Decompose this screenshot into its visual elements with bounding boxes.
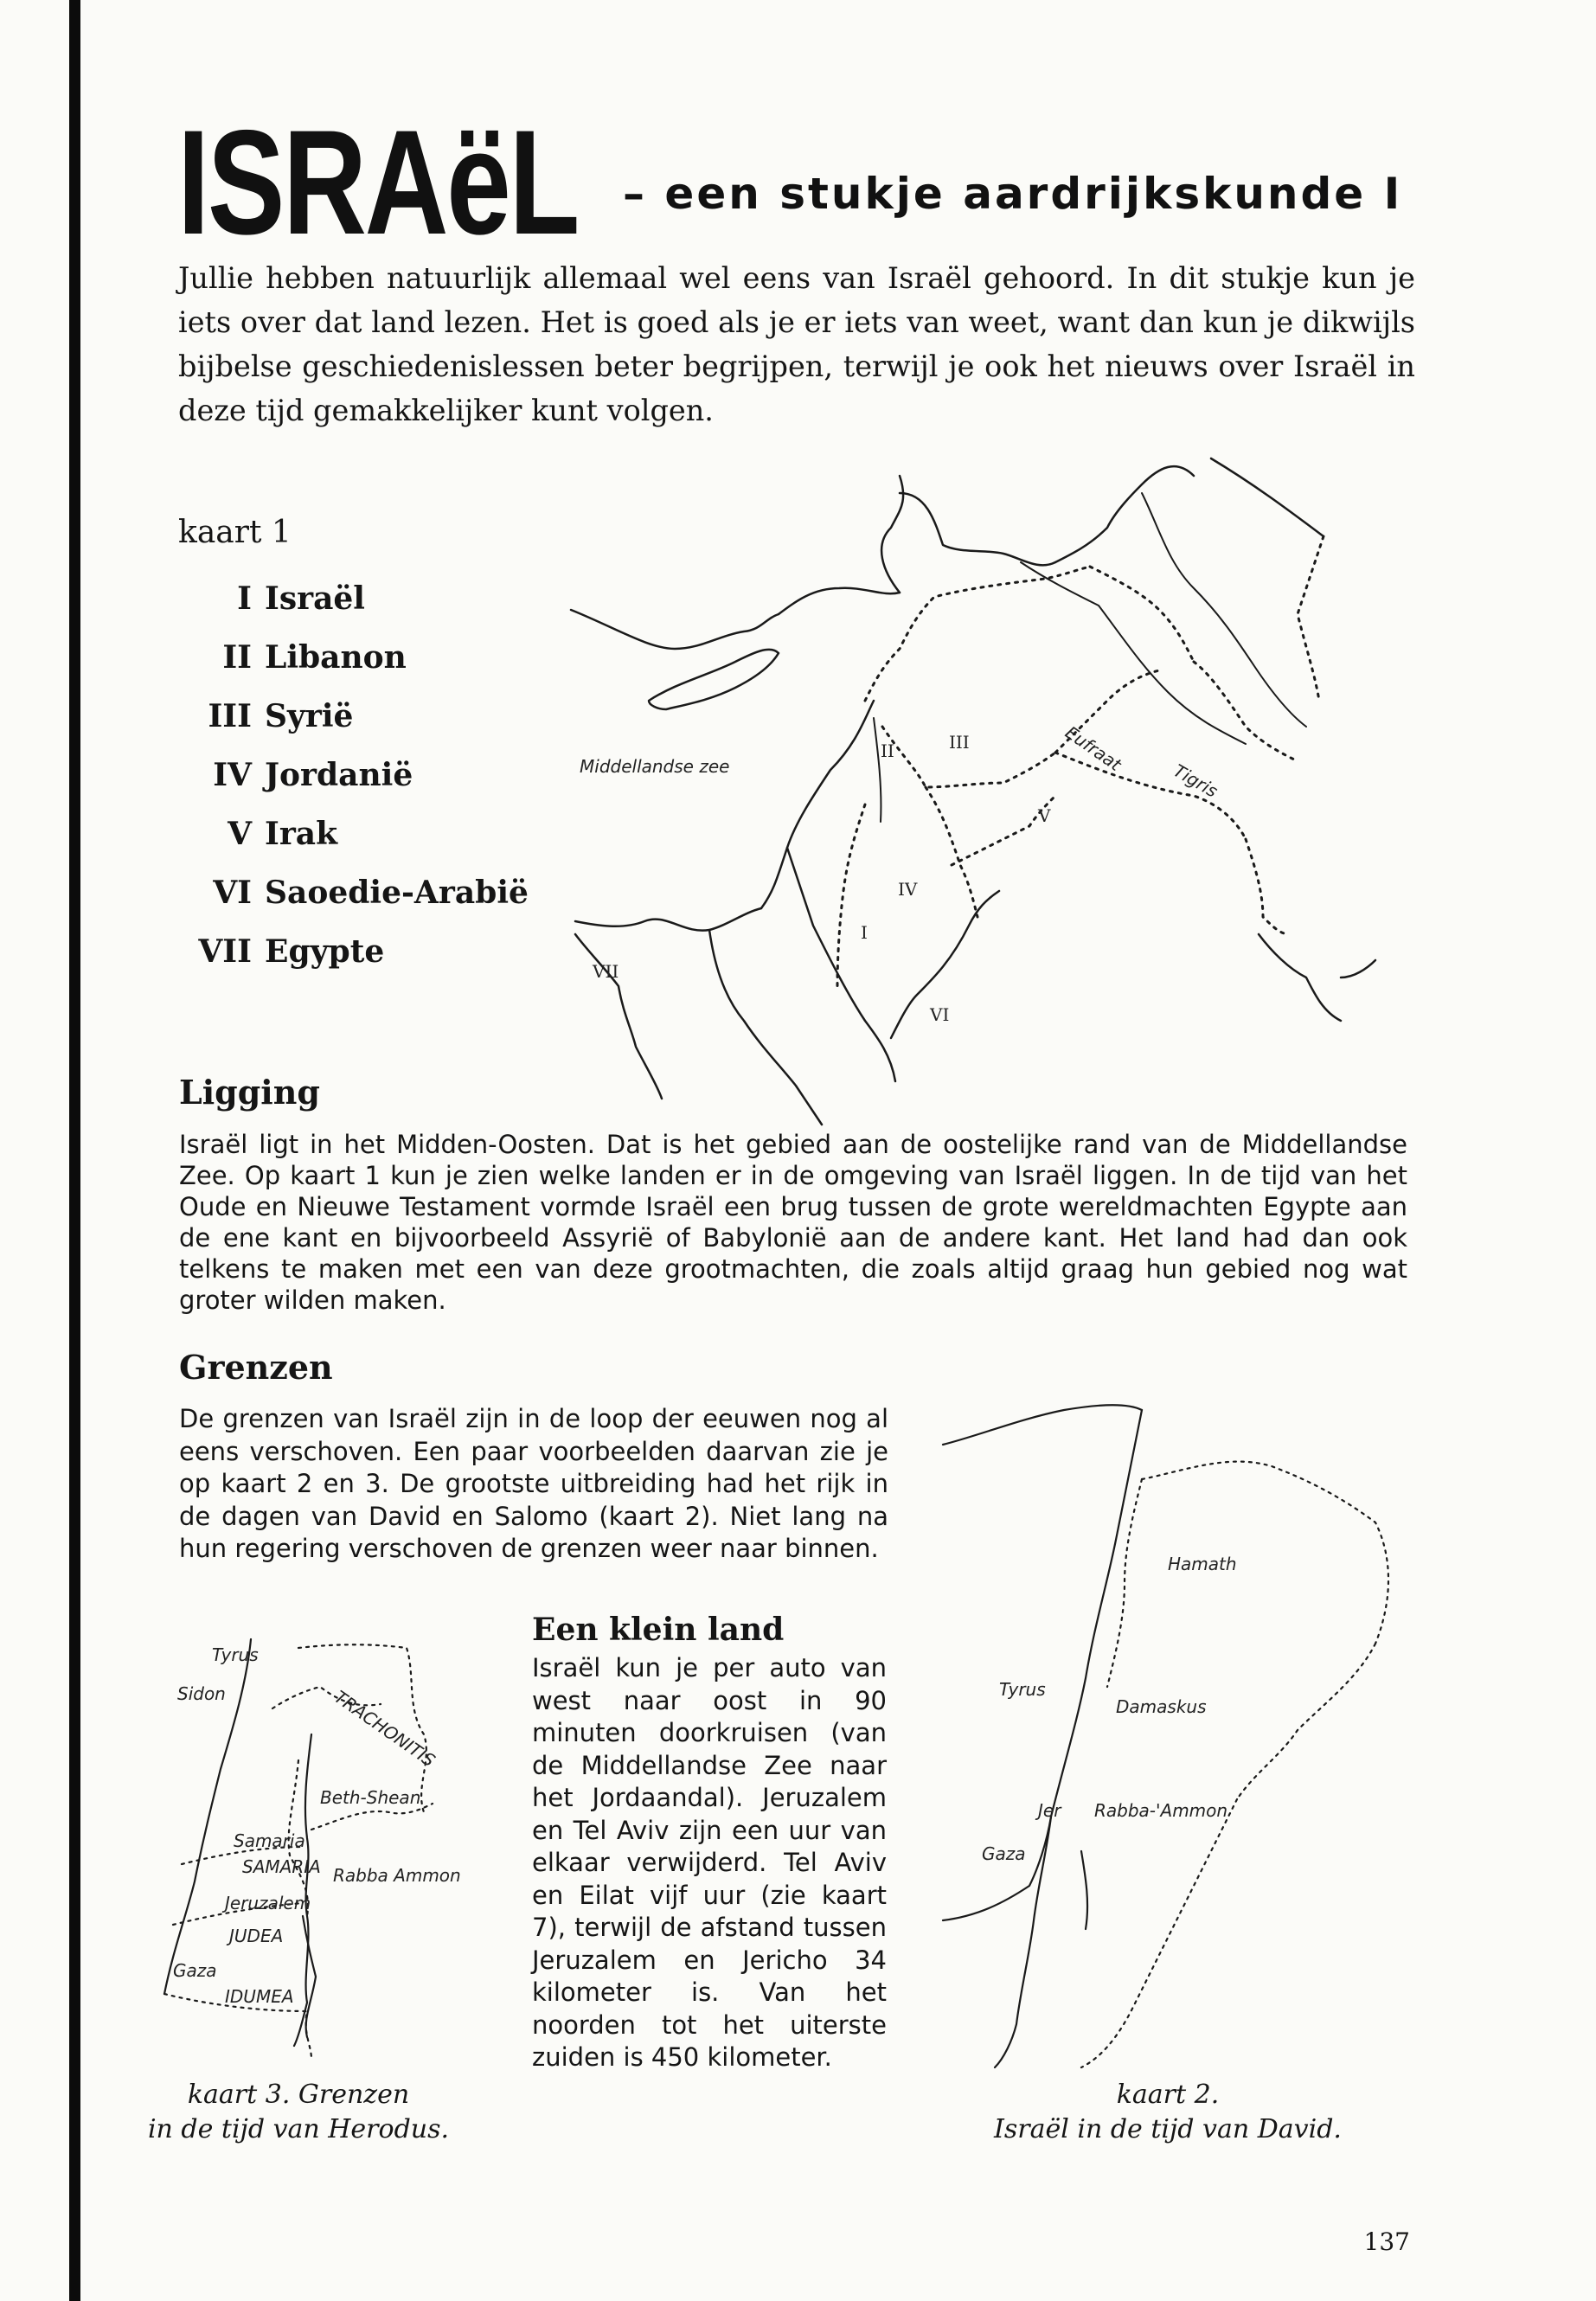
map3-place-samaria-city: Samaria: [234, 1830, 305, 1851]
legend-item: VII Egypte: [198, 933, 385, 970]
map2-david: [908, 1384, 1401, 2076]
map3-herodus: [130, 1631, 502, 2072]
paragraph-ligging: Israël ligt in het Midden-Oosten. Dat is het gebied aan de oostelijke rand van de Middellandse Zee. Op kaart 1 kun je zien welke landen er in de omgeving van Israël liggen. In de tijd van het Oude en Nieuwe Testament vormde Israël een brug tussen de grote wereldmachten Egypte aan de ene kant en bijvoorbeeld Assyrië of Babylonië aan de andere kant. Het land had dan ook telkens te maken met een van deze grootmachten, die zoals altijd graag hun gebied nog wat groter wilden maken.: [179, 1130, 1407, 1315]
map1-label-jordanie: IV: [898, 879, 918, 900]
page-binding-edge: [69, 0, 80, 2301]
map2-place-hamath: Hamath: [1168, 1554, 1237, 1574]
legend-item: VI Saoedie-Arabië: [213, 875, 529, 911]
map1-coastlines: [571, 458, 1375, 1125]
section-heading-grenzen: Grenzen: [179, 1348, 333, 1387]
map3-place-rabba-ammon: Rabba Ammon: [333, 1865, 461, 1886]
map1-label-israel: I: [861, 922, 868, 943]
map2-borders: [1081, 1462, 1388, 2067]
map3-place-tyrus: Tyrus: [212, 1644, 259, 1665]
map3-place-gaza: Gaza: [173, 1960, 217, 1981]
section-heading-ligging: Ligging: [179, 1073, 320, 1112]
legend-item: III Syrië: [208, 698, 354, 734]
map1-heading: kaart 1: [178, 515, 292, 550]
legend-item: I Israël: [237, 580, 365, 617]
map3-place-sidon: Sidon: [177, 1683, 226, 1704]
map3-place-jeruzalem: Jeruzalem: [225, 1893, 311, 1913]
section-heading-klein-land: Een klein land: [532, 1612, 785, 1648]
map1-label-saoedie: VI: [930, 1004, 950, 1025]
paragraph-grenzen: De grenzen van Israël zijn in de loop der eeuwen nog al eens verschoven. Een paar voorbeelden daarvan zie je op kaart 2 en 3. De grootste uitbreiding had het rijk in de dagen van David en Salomo (kaart 2). Niet lang na hun regering verschoven de grenzen weer naar binnen.: [179, 1404, 888, 1563]
map1-label-libanon: II: [881, 740, 894, 761]
map2-place-gaza: Gaza: [982, 1843, 1026, 1864]
map1-legend: [178, 515, 529, 981]
map1-sea-label: Middellandse zee: [580, 756, 730, 777]
legend-item: V Irak: [228, 816, 338, 852]
map1-label-syrie: III: [949, 732, 970, 753]
map3-caption: kaart 3. Grenzen in de tijd van Herodus.: [147, 2080, 450, 2144]
map2-lines: [943, 1405, 1142, 2067]
map3-region-trachonitis: TRACHONITIS: [330, 1686, 439, 1772]
map3-region-samaria: SAMARIA: [242, 1856, 321, 1877]
map3-borders: [164, 1644, 433, 2059]
map1-label-egypte: VII: [593, 961, 619, 982]
legend-item: II Libanon: [222, 639, 407, 676]
map2-place-damaskus: Damaskus: [1116, 1696, 1207, 1717]
map2-place-jer: Jer: [1038, 1800, 1061, 1821]
intro-paragraph: Jullie hebben natuurlijk allemaal wel eens van Israël gehoord. In dit stukje kun je iets over dat land lezen. Het is goed als je er iets van weet, want dan kun je dikwijls bijbelse geschiedenislessen beter begrijpen, terwijl je ook het nieuws over Israël in deze tijd gemakkelijker kunt volgen.: [178, 261, 1415, 427]
page-title: ISRAëL: [177, 99, 579, 266]
map1-middle-east: [536, 441, 1419, 1133]
map3-region-idumea: IDUMEA: [225, 1986, 294, 2007]
map3-place-beth-shean: Beth-Shean: [320, 1787, 421, 1808]
map2-place-tyrus: Tyrus: [999, 1679, 1046, 1700]
map1-label-irak: V: [1038, 805, 1051, 826]
map2-caption: kaart 2. Israël in de tijd van David.: [994, 2080, 1342, 2144]
legend-item: IV Jordanië: [213, 757, 413, 793]
page-subtitle: – een stukje aardrijkskunde I: [623, 169, 1403, 219]
map1-borders: [837, 536, 1324, 986]
page-number: 137: [1363, 2227, 1410, 2256]
map1-river-tigris: Tigris: [1170, 760, 1221, 802]
map2-place-rabba-ammon: Rabba-'Ammon: [1094, 1800, 1228, 1821]
map3-region-judea: JUDEA: [229, 1926, 284, 1946]
map1-river-euphraat: Eufraat: [1061, 721, 1125, 775]
paragraph-klein-land: Israël kun je per auto van west naar oost in 90 minuten doorkruisen (van de Middellandse Zee naar het Jordaandal). Jeruzalem en Tel Aviv zijn een uur van elkaar verwijderd. Tel Aviv en Eilat vijf uur (zie kaart 7), terwijl de afstand tussen Jeruzalem en Jericho 34 kilometer is. Van het noorden tot het uiterste zuiden is 450 kilometer.: [532, 1653, 887, 2072]
